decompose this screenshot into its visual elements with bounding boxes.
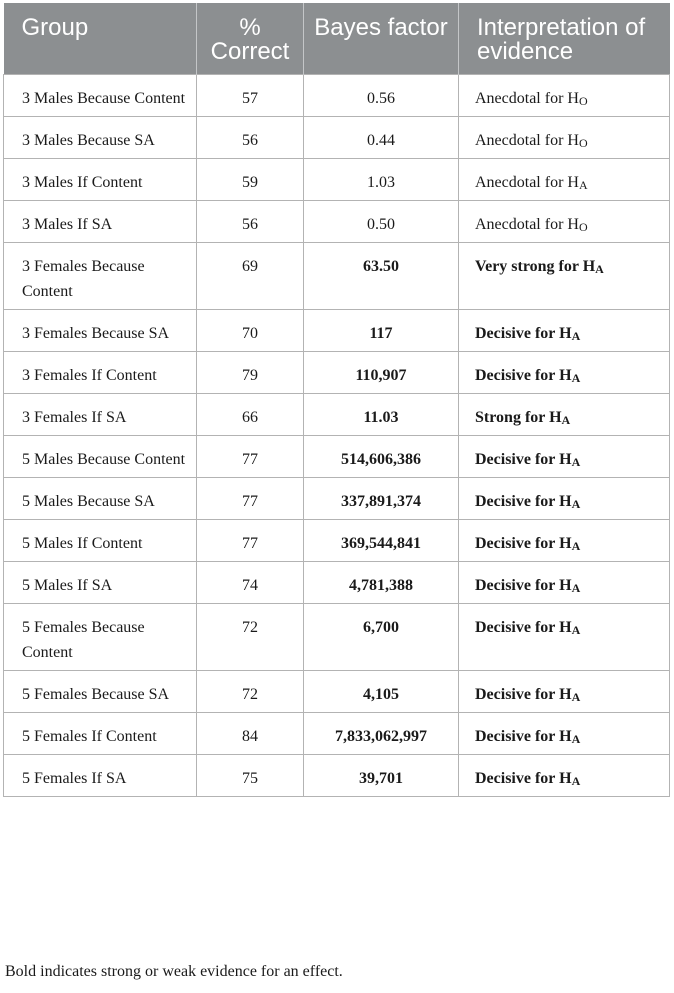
bayes-factor-cell: 0.56 [304, 74, 459, 116]
interpretation-text: Decisive for H [475, 450, 572, 468]
hypothesis-subscript: A [571, 773, 581, 788]
group-cell: 5 Males Because Content [4, 435, 197, 477]
table-body [4, 74, 670, 796]
group-cell: 3 Males Because Content [4, 74, 197, 116]
bayes-factor-cell: 4,781,388 [304, 561, 459, 603]
bayes-factor-cell: 6,700 [304, 603, 459, 670]
group-cell: 3 Females If SA [4, 393, 197, 435]
group-cell: 3 Males If SA [4, 200, 197, 242]
group-cell: 5 Females If Content [4, 712, 197, 754]
group-cell: 5 Females Because SA [4, 670, 197, 712]
table-row [4, 519, 670, 561]
interpretation-cell [459, 435, 670, 477]
interpretation-text: Decisive for H [475, 366, 572, 384]
percent-correct-cell: 75 [197, 754, 304, 796]
group-cell: 3 Females Because Content [4, 242, 197, 309]
bayes-factor-cell: 4,105 [304, 670, 459, 712]
table-row [4, 158, 670, 200]
bayes-factor-cell: 514,606,386 [304, 435, 459, 477]
table-row [4, 754, 670, 796]
bayes-factor-cell: 0.50 [304, 200, 459, 242]
group-cell: 5 Females If SA [4, 754, 197, 796]
interpretation-cell [459, 712, 670, 754]
interpretation-cell [459, 74, 670, 116]
header-group: Group [4, 3, 197, 74]
percent-correct-cell: 74 [197, 561, 304, 603]
interpretation-text: Decisive for H [475, 618, 572, 636]
group-cell: 3 Females If Content [4, 351, 197, 393]
table-row [4, 435, 670, 477]
header-bayes-factor: Bayes factor [304, 3, 459, 74]
group-cell: 3 Males Because SA [4, 116, 197, 158]
interpretation-cell [459, 200, 670, 242]
interpretation-text: Decisive for H [475, 492, 572, 510]
interpretation-text: Strong for H [475, 408, 562, 426]
percent-correct-cell: 79 [197, 351, 304, 393]
interpretation-cell [459, 242, 670, 309]
table-footnote: Bold indicates strong or weak evidence for an effect. [5, 963, 343, 980]
percent-correct-cell: 69 [197, 242, 304, 309]
interpretation-cell [459, 351, 670, 393]
table-row [4, 116, 670, 158]
interpretation-text: Decisive for H [475, 534, 572, 552]
table-row [4, 561, 670, 603]
percent-correct-cell: 77 [197, 519, 304, 561]
bayes-factor-cell: 11.03 [304, 393, 459, 435]
interpretation-cell [459, 519, 670, 561]
table-row [4, 351, 670, 393]
table-row [4, 200, 670, 242]
interpretation-text: Decisive for H [475, 324, 572, 342]
bayes-factor-cell: 39,701 [304, 754, 459, 796]
percent-correct-cell: 57 [197, 74, 304, 116]
percent-correct-cell: 84 [197, 712, 304, 754]
hypothesis-subscript: O [578, 93, 588, 108]
hypothesis-subscript: O [578, 219, 588, 234]
bayes-factor-table [3, 3, 670, 797]
table-row [4, 393, 670, 435]
bayes-factor-cell: 369,544,841 [304, 519, 459, 561]
percent-correct-cell: 77 [197, 477, 304, 519]
interpretation-text: Very strong for H [475, 257, 596, 275]
percent-correct-cell: 66 [197, 393, 304, 435]
bayes-factor-cell: 110,907 [304, 351, 459, 393]
hypothesis-subscript: A [571, 454, 581, 469]
group-cell: 5 Males If SA [4, 561, 197, 603]
group-cell: 3 Males If Content [4, 158, 197, 200]
hypothesis-subscript: A [571, 580, 581, 595]
interpretation-cell [459, 603, 670, 670]
bayes-factor-cell: 0.44 [304, 116, 459, 158]
interpretation-text: Decisive for H [475, 685, 572, 703]
hypothesis-subscript: A [571, 622, 581, 637]
hypothesis-subscript: A [595, 261, 604, 276]
interpretation-text: Decisive for H [475, 769, 572, 787]
interpretation-cell [459, 116, 670, 158]
header-percent-correct: % Correct [197, 3, 304, 74]
interpretation-cell [459, 477, 670, 519]
bayes-factor-cell: 1.03 [304, 158, 459, 200]
interpretation-cell [459, 561, 670, 603]
bayes-factor-cell: 63.50 [304, 242, 459, 309]
table-row [4, 670, 670, 712]
group-cell: 5 Males If Content [4, 519, 197, 561]
interpretation-text: Decisive for H [475, 576, 572, 594]
table-row [4, 74, 670, 116]
table-row [4, 309, 670, 351]
percent-correct-cell: 77 [197, 435, 304, 477]
group-cell: 5 Males Because SA [4, 477, 197, 519]
hypothesis-subscript: A [571, 496, 581, 511]
interpretation-cell [459, 158, 670, 200]
interpretation-cell [459, 754, 670, 796]
bayes-factor-cell: 7,833,062,997 [304, 712, 459, 754]
percent-correct-cell: 72 [197, 670, 304, 712]
hypothesis-subscript: O [578, 135, 588, 150]
interpretation-text: Anecdotal for H [475, 131, 579, 149]
interpretation-text: Anecdotal for H [475, 173, 579, 191]
bayes-factor-cell: 337,891,374 [304, 477, 459, 519]
interpretation-cell [459, 393, 670, 435]
group-cell: 3 Females Because SA [4, 309, 197, 351]
hypothesis-subscript: A [571, 370, 581, 385]
percent-correct-cell: 56 [197, 116, 304, 158]
hypothesis-subscript: A [571, 538, 581, 553]
group-cell: 5 Females Because Content [4, 603, 197, 670]
percent-correct-cell: 70 [197, 309, 304, 351]
table-row [4, 477, 670, 519]
table-row [4, 242, 670, 309]
hypothesis-subscript: A [561, 412, 571, 427]
interpretation-cell [459, 309, 670, 351]
header-interpretation: Interpretation of evidence [459, 3, 670, 74]
interpretation-text: Decisive for H [475, 727, 572, 745]
interpretation-cell [459, 670, 670, 712]
header-row [4, 3, 670, 74]
hypothesis-subscript: A [571, 328, 581, 343]
interpretation-text: Anecdotal for H [475, 215, 579, 233]
table-row [4, 603, 670, 670]
bayes-factor-cell: 117 [304, 309, 459, 351]
interpretation-text: Anecdotal for H [475, 89, 579, 107]
table-row [4, 712, 670, 754]
percent-correct-cell: 72 [197, 603, 304, 670]
hypothesis-subscript: A [571, 731, 581, 746]
percent-correct-cell: 59 [197, 158, 304, 200]
percent-correct-cell: 56 [197, 200, 304, 242]
hypothesis-subscript: A [571, 689, 581, 704]
hypothesis-subscript: A [578, 177, 588, 192]
